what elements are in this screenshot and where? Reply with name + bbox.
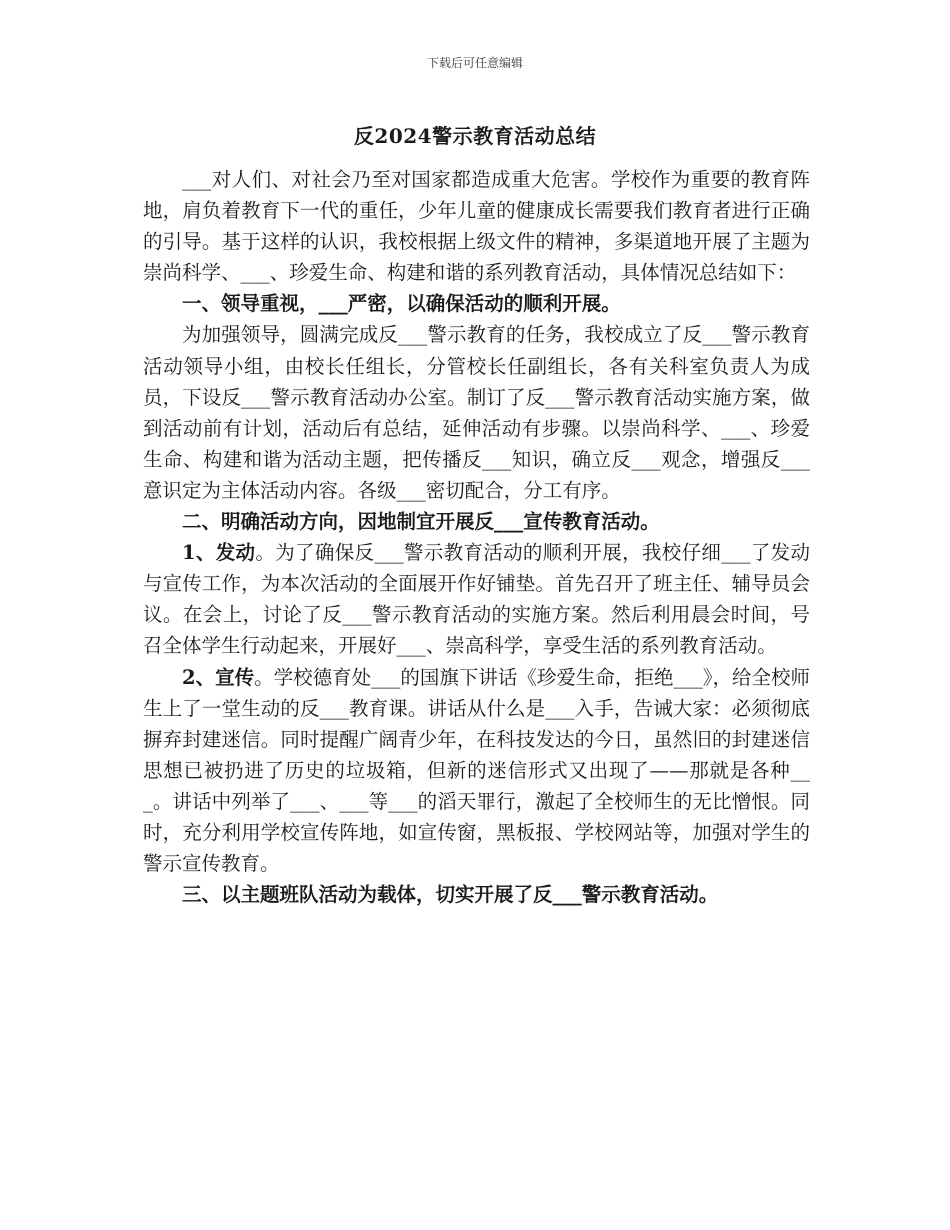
item-publicity-paragraph xyxy=(143,662,810,880)
document-body xyxy=(143,164,810,910)
item-mobilize-paragraph xyxy=(143,537,810,661)
page-header-note: 下载后可任意编辑 xyxy=(426,56,523,70)
item-publicity-text: 。学校德育处___的国旗下讲话《珍爱生命，拒绝___》，给全校师生上了一堂生动的反___教育课。讲话从什么是___入手，告诫大家：必须彻底摒弃封建迷信。同时提醒广阔青少年，在科技发达的今日，虽然旧的封建迷信思想已被扔进了历史的垃圾箱，但新的迷信形式又出现了——那就是各种___。讲话中列举了___、___等___的滔天罪行，激起了全校师生的无比憎恨。同时，充分利用学校宣传阵地，如宣传窗，黑板报、学校网站等，加强对学生的警示宣传教育。 xyxy=(143,665,810,876)
section-heading-3: 三、以主题班队活动为载体，切实开展了反___警示教育活动。 xyxy=(182,883,719,907)
section-heading-1: 一、领导重视，___严密，以确保活动的顺利开展。 xyxy=(182,292,621,316)
item-mobilize-text: 。为了确保反___警示教育活动的顺利开展，我校仔细___了发动与宣传工作，为本次活动的全面展开作好铺垫。首先召开了班主任、辅导员会议。在会上，讨论了反___警示教育活动的实施方案。然后利用晨会时间，号召全体学生行动起来，开展好___、崇高科学，享受生活的系列教育活动。 xyxy=(143,541,810,658)
item-mobilize-lead: 1、发动 xyxy=(182,541,256,565)
section-heading-2: 二、明确活动方向，因地制宜开展反___宣传教育活动。 xyxy=(182,510,660,534)
intro-paragraph: ___对人们、对社会乃至对国家都造成重大危害。学校作为重要的教育阵地，肩负着教育下一代的重任，少年儿童的健康成长需要我们教育者进行正确的引导。基于这样的认识，我校根据上级文件的精神，多渠道地开展了主题为崇尚科学、___、珍爱生命、构建和谐的系列教育活动，具体情况总结如下： xyxy=(143,168,810,285)
document-title: 反2024警示教育活动总结 xyxy=(353,124,597,148)
item-publicity-lead: 2、宣传 xyxy=(182,665,255,689)
section-1-paragraph: 为加强领导，圆满完成反___警示教育的任务，我校成立了反___警示教育活动领导小组，由校长任组长，分管校长任副组长，各有关科室负责人为成员，下设反___警示教育活动办公室。制订了反___警示教育活动实施方案，做到活动前有计划，活动后有总结，延伸活动有步骤。以崇尚科学、___、珍爱生命、构建和谐为活动主题，把传播反___知识，确立反___观念，增强反___意识定为主体活动内容。各级___密切配合，分工有序。 xyxy=(143,323,810,502)
